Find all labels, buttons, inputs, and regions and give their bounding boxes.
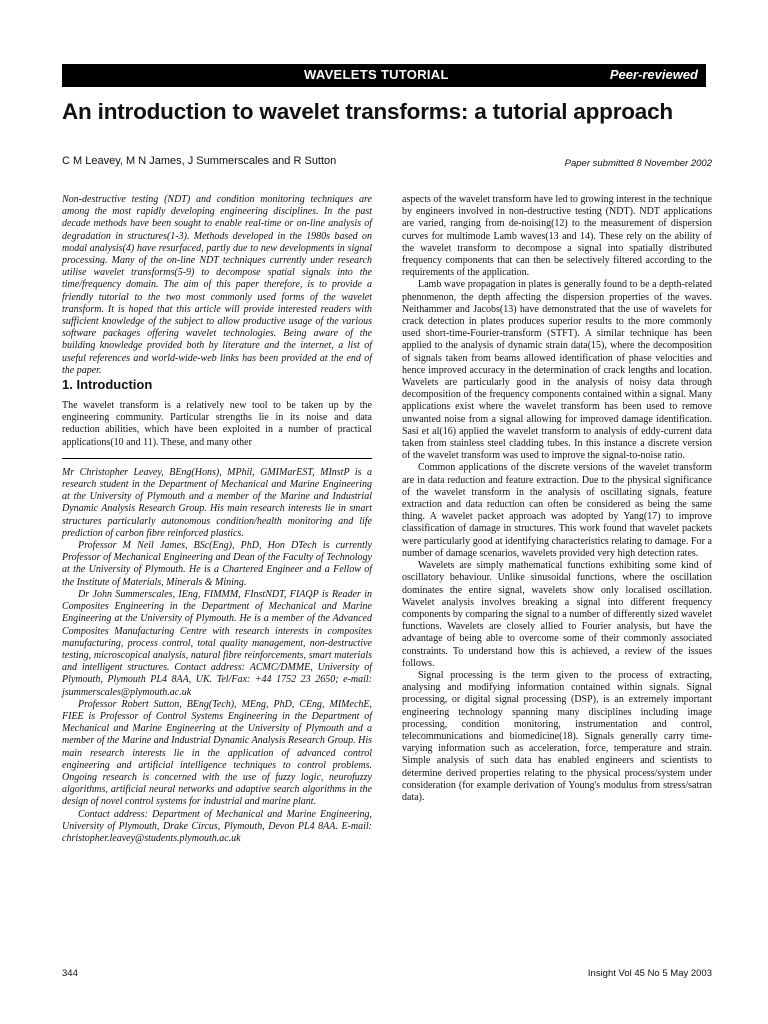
abstract: Non-destructive testing (NDT) and condition monitoring techniques are among the most rapidly developing engineering disciplines. In the past decade methods have been sought to enable real-time or on-line analysis of degradation in structures(1-3). Methods developed in the 1980s based on modal analysis(4) have resurfaced, partly due to new developments in signal processing. Many of the on-line NDT techniques currently under research utilise wavelet transforms(5-9) to decompose spatial signals into the time/frequency domain. The aim of this paper therefore, is to provide a friendly tutorial to the two most commonly used forms of the wavelet transform. It is hoped that this article will provide interested readers with sufficient knowledge of the subject to allow productive usage of the various software packages offering wavelet technologies. Being aware of the building knowledge provided both by literature and the internet, a list of useful references and world-wide-web links has been provided at the end of the paper. (62, 194, 372, 376)
author-bio-leavey: Mr Christopher Leavey, BEng(Hons), MPhil, GMIMarEST, MInstP is a research student in the Department of Mechanical and Marine Engineering at the University of Plymouth and a member of the Marine and Industrial Dynamic Analysis Research Group. His main research interests lie in smart structures particularly autonomous condition/health monitoring and life prediction of carbon fibre reinforced plastics. (62, 466, 372, 539)
submission-date: Paper submitted 8 November 2002 (564, 158, 712, 169)
page-number: 344 (62, 968, 78, 979)
peer-reviewed-badge: Peer-reviewed (609, 67, 698, 82)
body-paragraph: Wavelets are simply mathematical functions exhibiting some kind of oscillatory behaviour. Unlike sinusoidal functions, where the oscillation dominates the entire signal, wavelets show only localised oscillation. Wavelet analysis involves breaking a signal into different frequency components by comparing the signal to a number of differently sized wavelet functions. Wavelets are closely allied to Fourier analysis, but have the advantage of being able to overcome some of their commonly associated constraints. To understand how this is achieved, a review of the issues follows. (402, 560, 712, 669)
journal-citation: Insight Vol 45 No 5 May 2003 (587, 968, 712, 979)
article-title: An introduction to wavelet transforms: a tutorial approach (62, 99, 673, 124)
contact-address: Contact address: Department of Mechanical and Marine Engineering, University of Plymouth, Drake Circus, Plymouth, Devon PL4 8AA. E-mail: christopher.leavey@students.plymouth.ac.uk (62, 808, 372, 844)
body-paragraph: Common applications of the discrete versions of the wavelet transform are in data reduction and feature extraction. Due to the physical significance of the wavelet transform in the analysis of oscillating signals, feature extraction and data reduction can often be considered as being the same thing. A wavelet packet approach was adopted by Yang(17) to improve classification of damage in structures. This work found that wavelet packets were particularly good at identifying characteristics relating to damage. For a number of damage scenarios, wavelets provided very high detection rates. (402, 462, 712, 559)
left-column (62, 194, 372, 845)
section-label: WAVELETS TUTORIAL (304, 67, 449, 82)
bio-divider (62, 458, 372, 459)
intro-paragraph: The wavelet transform is a relatively new tool to be taken up by the engineering community. Particular strengths lie in its noise and data reduction abilities, which have been exploited in a number of practical applications(10 and 11). These, and many other (62, 400, 372, 448)
right-column (402, 194, 712, 804)
section-banner (62, 64, 706, 87)
author-bio-james: Professor M Neil James, BSc(Eng), PhD, Hon DTech is currently Professor of Mechanical Engineering and Dean of the Faculty of Technology at the University of Plymouth. He is a Chartered Engineer and a Fellow of the Institute of Materials, Minerals & Mining. (62, 540, 372, 588)
body-paragraph: aspects of the wavelet transform have led to growing interest in the technique by engineers involved in non-destructive testing (NDT). NDT applications are varied, ranging from de-noising(12) to the measurement of dispersion curves for multimode Lamb waves(13 and 14). These rely on the ability of the wavelet transform to decompose a signal into spatially distributed frequency components that can then be selectively filtered according to the requirements of the application. (402, 194, 712, 279)
author-bio-sutton: Professor Robert Sutton, BEng(Tech), MEng, PhD, CEng, MIMechE, FIEE is Professor of Control Systems Engineering in the Department of Mechanical and Marine Engineering at the University of Plymouth and a member of the Marine and Industrial Dynamic Analysis Research Group. His main research interests lie in the application of advanced control engineering and artificial intelligence techniques to control problems. Ongoing research is concerned with the use of fuzzy logic, neurofuzzy algorithms, artificial neural networks and adaptive search algorithms in the design of novel control systems for industrial and marine plant. (62, 698, 372, 808)
section-heading-introduction: 1. Introduction (62, 377, 153, 393)
body-paragraph: Signal processing is the term given to the process of extracting, analysing and modifying information contained within signals. Signal processing, or digital signal processing (DSP), is an extremely important engineering technology spanning many disciplines including image processing, condition monitoring, instrumentation and control, telecommunications and biomedicine(18). Signals generally carry time-varying information such as acceleration, force, temperature and strain. Simple analysis of such data has enabled engineers and scientists to determine derived properties relating to the physical process/system under consideration (for example derivation of Young's modulus from stress/satran data). (402, 669, 712, 803)
author-list: C M Leavey, M N James, J Summerscales and R Sutton (62, 155, 337, 167)
author-bio-summerscales: Dr John Summerscales, IEng, FIMMM, FInstNDT, FIAQP is Reader in Composites Engineering in the Department of Mechanical and Marine Engineering at the University of Plymouth. He is a member of the Advanced Composites Manufacturing Centre with research interests in composites manufacturing, process control, total quality management, non-destructive testing, microscopical analysis, natural fibre reinforcements, smart materials and intelligent structures. Contact address: ACMC/DMME, University of Plymouth, Plymouth PL4 8AA, UK. Tel/Fax: +44 1752 23 2650; e-mail: jsummerscales@plymouth.ac.uk (62, 588, 372, 698)
body-paragraph: Lamb wave propagation in plates is generally found to be a depth-related phenomenon, the depth affecting the dispersion properties of the waves. Neithammer and Jacobs(13) have demonstrated that the use of wavelets for crack detection in plates produces superior results to the more commonly used short-time-Fourier-transform (STFT). A similar technique has been applied to the analysis of dynamic strain data(15), where the decomposition of signals taken from beams allowed identification of phase velocities and hence improved accuracy in the determination of crack lengths and location. Wavelets are particularly good in the analysis of noisy data through decomposition of the frequency components contained within a signal. Many applications exist where the wavelet transform has been used to remove unwanted noise from a signal allowing for improved damage identification. Sasi et al(16) applied the wavelet transform to analysis of eddy-current data taken from stainless steel cladding tubes. In this instance a discrete version of the wavelet transform was used to improve the signal-to-noise ratio. (402, 279, 712, 462)
